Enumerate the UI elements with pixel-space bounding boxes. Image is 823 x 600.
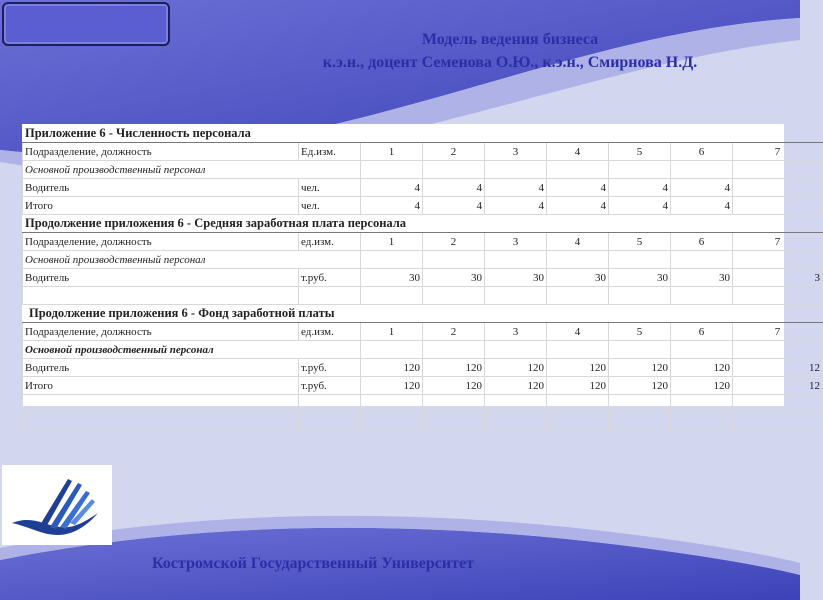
unit-cell: чел. xyxy=(299,197,361,215)
header-cell: 3 xyxy=(485,233,547,251)
value-cell: 4 xyxy=(485,179,547,197)
empty-row xyxy=(23,287,823,305)
header-cell: 4 xyxy=(547,323,609,341)
section3-group-row xyxy=(23,341,823,359)
value-cell: 4 xyxy=(547,179,609,197)
value-cell: 120 xyxy=(609,359,671,377)
header-cell: 2 xyxy=(423,143,485,161)
header-cell: 7 xyxy=(733,323,823,341)
value-cell: 120 xyxy=(547,377,609,395)
slide-title: Модель ведения бизнеса xyxy=(421,31,599,48)
empty-row xyxy=(23,395,823,413)
value-cell: 4 xyxy=(361,179,423,197)
section3-header-row xyxy=(23,323,823,341)
value-cell: 120 xyxy=(423,359,485,377)
header-cell: ед.изм. xyxy=(299,323,361,341)
nav-button[interactable] xyxy=(2,2,170,46)
table-row xyxy=(23,197,823,215)
value-cell: 4 xyxy=(423,197,485,215)
value-cell: 120 xyxy=(671,359,733,377)
header-cell: Ед.изм. xyxy=(299,143,361,161)
header-cell: 6 xyxy=(671,323,733,341)
group-label: Основной производственный персонал xyxy=(23,251,361,269)
section2-title-row xyxy=(23,215,823,233)
section1-title-row xyxy=(23,125,823,143)
value-cell xyxy=(733,197,823,215)
table-row xyxy=(23,179,823,197)
section3-title: Продолжение приложения 6 - Фонд заработной платы xyxy=(23,305,823,323)
value-cell: 12 xyxy=(733,377,823,395)
header-cell: 5 xyxy=(609,233,671,251)
unit-cell: т.руб. xyxy=(299,359,361,377)
header-cell: Подразделение, должность xyxy=(23,143,299,161)
value-cell: 4 xyxy=(361,197,423,215)
header-cell: Подразделение, должность xyxy=(23,233,299,251)
header-cell: Подразделение, должность xyxy=(23,323,299,341)
row-label: Водитель xyxy=(23,179,299,197)
header-cell: 5 xyxy=(609,323,671,341)
section1-title: Приложение 6 - Численность персонала xyxy=(23,125,823,143)
value-cell: 120 xyxy=(485,377,547,395)
value-cell: 3 xyxy=(733,269,823,287)
unit-cell: т.руб. xyxy=(299,269,361,287)
value-cell: 4 xyxy=(671,179,733,197)
row-label: Водитель xyxy=(23,269,299,287)
section2-header-row xyxy=(23,233,823,251)
value-cell: 4 xyxy=(609,179,671,197)
slide-authors: к.э.н., доцент Семенова О.Ю., к.э.н., Смирнова Н.Д. xyxy=(322,54,698,71)
value-cell: 120 xyxy=(485,359,547,377)
value-cell: 120 xyxy=(423,377,485,395)
value-cell: 120 xyxy=(361,359,423,377)
section1-group-row xyxy=(23,161,823,179)
header-cell: 2 xyxy=(423,233,485,251)
value-cell: 30 xyxy=(547,269,609,287)
spreadsheet xyxy=(22,124,820,406)
value-cell: 120 xyxy=(361,377,423,395)
value-cell: 30 xyxy=(485,269,547,287)
header-cell: 4 xyxy=(547,233,609,251)
value-cell: 30 xyxy=(423,269,485,287)
footer-university-name: Костромской Государственный Университет xyxy=(152,555,474,572)
header-cell: ед.изм. xyxy=(299,233,361,251)
header-cell: 5 xyxy=(609,143,671,161)
header-cell: 6 xyxy=(671,143,733,161)
value-cell: 4 xyxy=(547,197,609,215)
value-cell: 4 xyxy=(609,197,671,215)
header-cell: 3 xyxy=(485,323,547,341)
header-cell: 7 xyxy=(733,143,823,161)
value-cell: 4 xyxy=(671,197,733,215)
group-label: Основной производственный персонал xyxy=(23,161,361,179)
value-cell: 120 xyxy=(671,377,733,395)
value-cell: 30 xyxy=(609,269,671,287)
header-cell: 1 xyxy=(361,233,423,251)
row-label: Водитель xyxy=(23,359,299,377)
header-cell: 4 xyxy=(547,143,609,161)
value-cell: 4 xyxy=(485,197,547,215)
header-cell: 2 xyxy=(423,323,485,341)
section3-title-row xyxy=(23,305,823,323)
header-cell: 7 xyxy=(733,233,823,251)
empty-row xyxy=(23,413,823,431)
logo-emblem-icon xyxy=(2,465,112,545)
group-label: Основной производственный персонал xyxy=(23,341,361,359)
header-cell: 6 xyxy=(671,233,733,251)
header-cell: 3 xyxy=(485,143,547,161)
row-label: Итого xyxy=(23,197,299,215)
value-cell: 120 xyxy=(609,377,671,395)
table-row xyxy=(23,359,823,377)
row-label: Итого xyxy=(23,377,299,395)
value-cell: 30 xyxy=(361,269,423,287)
section2-title: Продолжение приложения 6 - Средняя заработная плата персонала xyxy=(23,215,823,233)
table-row xyxy=(23,377,823,395)
value-cell: 30 xyxy=(671,269,733,287)
table-row xyxy=(23,269,823,287)
value-cell: 12 xyxy=(733,359,823,377)
spreadsheet-table xyxy=(22,124,823,431)
value-cell: 4 xyxy=(423,179,485,197)
value-cell xyxy=(733,179,823,197)
section2-group-row xyxy=(23,251,823,269)
unit-cell: чел. xyxy=(299,179,361,197)
value-cell: 120 xyxy=(547,359,609,377)
unit-cell: т.руб. xyxy=(299,377,361,395)
section1-header-row xyxy=(23,143,823,161)
header-cell: 1 xyxy=(361,323,423,341)
header-cell: 1 xyxy=(361,143,423,161)
university-logo xyxy=(2,465,112,545)
